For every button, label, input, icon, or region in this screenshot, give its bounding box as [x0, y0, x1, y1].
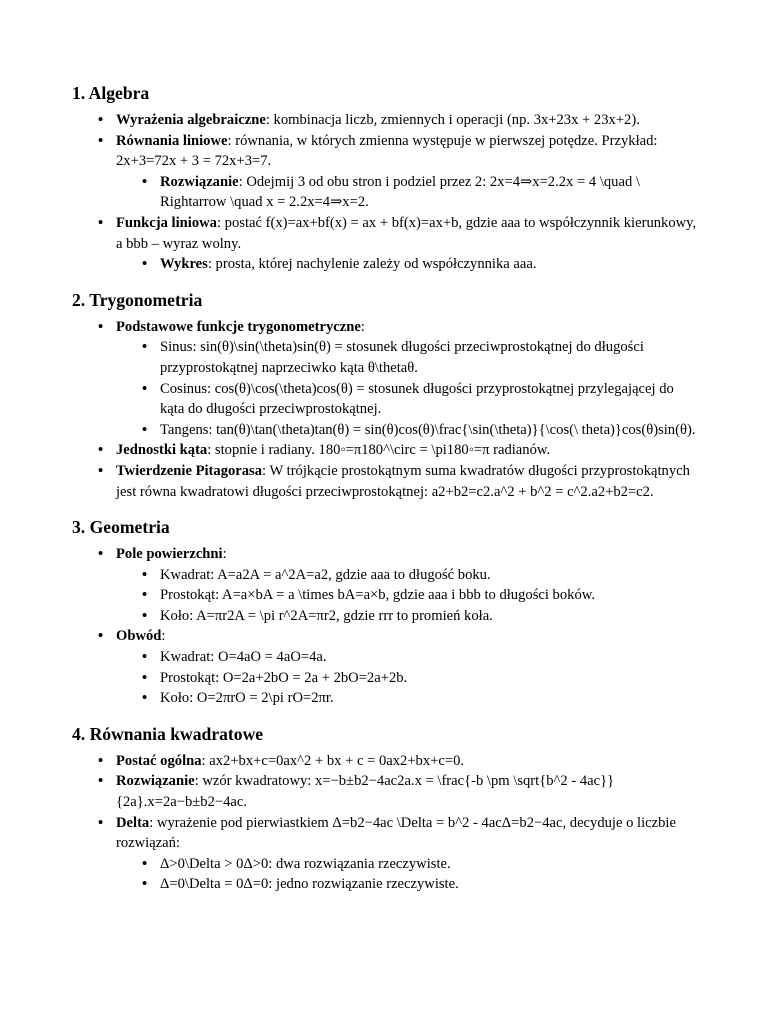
sub-item-text: Cosinus: cos(θ)\cos(\theta)cos(θ) = stosunek długości przyprostokątnej przylegającej do kąta do długości przeciwprostokątnej.	[160, 380, 674, 418]
item-label: Wyrażenia algebraiczne	[116, 112, 266, 128]
sub-list-item	[116, 606, 697, 627]
bullet-list	[72, 544, 697, 709]
item-text: : W trójkącie prostokątnym suma kwadratów długości przyprostokątnych jest równa kwadratowi długości przeciwprostokątnej: a2+b2=c2.a^2 + b^2 = c^2.a2+b2=c2.	[116, 462, 690, 500]
bullet-list	[72, 317, 697, 502]
section	[72, 80, 697, 275]
section	[72, 514, 697, 709]
bullet-list	[72, 751, 697, 895]
sub-list-item	[116, 688, 697, 709]
item-text: :	[360, 318, 365, 335]
item-text: : wzór kwadratowy: x=−b±b2−4ac2a.x = \frac{-b \pm \sqrt{b^2 - 4ac}}{2a}.x=2a−b±b2−4ac.	[116, 773, 615, 811]
sub-list	[116, 647, 697, 709]
section	[72, 721, 697, 895]
sub-list-item	[116, 585, 697, 606]
item-text: :	[161, 628, 166, 645]
sub-list-item	[116, 420, 697, 441]
item-text: : stopnie i radiany. 180◦=π180^\circ = \pi180◦=π radianów.	[207, 442, 551, 459]
sub-list	[116, 254, 697, 275]
list-item	[72, 813, 697, 895]
list-item	[72, 751, 697, 772]
item-label: Równania liniowe	[116, 132, 228, 149]
sub-item-text: Koło: O=2πrO = 2\pi rO=2πr.	[160, 690, 334, 707]
sub-item-text: Prostokąt: O=2a+2bO = 2a + 2bO=2a+2b.	[160, 669, 408, 686]
item-label: Rozwiązanie	[116, 773, 195, 790]
sub-list-item	[116, 854, 697, 875]
section-heading: 4. Równania kwadratowe	[72, 723, 264, 744]
item-label: Obwód	[116, 628, 162, 645]
section-heading: 1. Algebra	[72, 83, 150, 103]
item-label: Pole powierzchni	[116, 546, 223, 563]
sub-list-item	[116, 668, 697, 689]
list-item	[72, 544, 697, 626]
list-item	[72, 440, 697, 461]
sub-item-text: Prostokąt: A=a×bA = a \times bA=a×b, gdzie aaa i bbb to długości boków.	[160, 587, 595, 604]
item-text: : równania, w których zmienna występuje w pierwszej potędze. Przykład: 2x+3=72x + 3 = 72x+3=7.	[116, 132, 658, 170]
list-item	[72, 626, 697, 708]
sub-list	[116, 172, 697, 213]
sub-list-item	[116, 379, 697, 420]
sub-list-item	[116, 254, 697, 275]
item-label: Funkcja liniowa	[116, 214, 217, 231]
item-text: : kombinacja liczb, zmiennych i operacji (np. 3x+23x + 23x+2).	[265, 112, 640, 128]
sub-item-label: Wykres	[160, 256, 208, 273]
sub-item-text: Sinus: sin(θ)\sin(\theta)sin(θ) = stosunek długości przeciwprostokątnej do długości przyprostokątnej naprzeciwko kąta θ\thetaθ.	[160, 339, 644, 376]
item-text: : ax2+bx+c=0ax^2 + bx + c = 0ax2+bx+c=0.	[201, 752, 465, 769]
list-item	[72, 771, 697, 812]
sub-item-text: Δ>0\Delta > 0Δ>0: dwa rozwiązania rzeczywiste.	[160, 855, 451, 872]
list-item	[72, 131, 697, 213]
item-text: : wyrażenie pod pierwiastkiem Δ=b2−4ac \Delta = b^2 - 4acΔ=b2−4ac, decyduje o liczbie rozwiązań:	[116, 814, 676, 852]
sub-list-item	[116, 874, 697, 895]
section-heading: 3. Geometria	[72, 517, 170, 538]
section	[72, 287, 697, 502]
item-text: :	[222, 546, 227, 563]
item-label: Postać ogólna	[116, 752, 202, 769]
sub-item-text: Δ=0\Delta = 0Δ=0: jedno rozwiązanie rzeczywiste.	[160, 876, 459, 893]
sub-list	[116, 565, 697, 627]
sub-list-item	[116, 647, 697, 668]
sub-item-text: Kwadrat: A=a2A = a^2A=a2, gdzie aaa to długość boku.	[160, 566, 491, 583]
item-label: Jednostki kąta	[116, 442, 208, 459]
sub-item-label: Rozwiązanie	[160, 173, 239, 190]
list-item	[72, 110, 697, 131]
sub-item-text: Koło: A=πr2A = \pi r^2A=πr2, gdzie rrr to promień koła.	[160, 607, 493, 624]
list-item	[72, 213, 697, 275]
sub-list-item	[116, 172, 697, 213]
sub-list-item	[116, 565, 697, 586]
list-item	[72, 317, 697, 441]
bullet-list	[72, 110, 697, 275]
item-label: Twierdzenie Pitagorasa	[116, 462, 263, 479]
section-heading: 2. Trygonometria	[72, 289, 203, 310]
sub-item-text: Kwadrat: O=4aO = 4aO=4a.	[160, 649, 327, 666]
document-page	[72, 80, 697, 907]
sub-list	[116, 854, 697, 895]
sub-list-item	[116, 337, 697, 378]
sub-item-text: Tangens: tan(θ)\tan(\theta)tan(θ) = sin(θ)cos(θ)\frac{\sin(\theta)}{\cos(\ theta)}cos(θ)sin(θ).	[160, 421, 696, 438]
sub-item-text: : Odejmij 3 od obu stron i podziel przez 2: 2x=4⇒x=2.2x = 4 \quad \ Rightarrow \quad x = 2.2x=4⇒x=2.	[160, 173, 640, 211]
item-text: : postać f(x)=ax+bf(x) = ax + bf(x)=ax+b, gdzie aaa to współczynnik kierunkowy, a bbb – wyraz wolny.	[116, 214, 697, 252]
item-label: Delta	[116, 814, 150, 831]
sub-item-text: : prosta, której nachylenie zależy od współczynnika aaa.	[207, 256, 537, 273]
sub-list	[116, 337, 697, 440]
list-item	[72, 461, 697, 502]
item-label: Podstawowe funkcje trygonometryczne	[116, 318, 361, 335]
